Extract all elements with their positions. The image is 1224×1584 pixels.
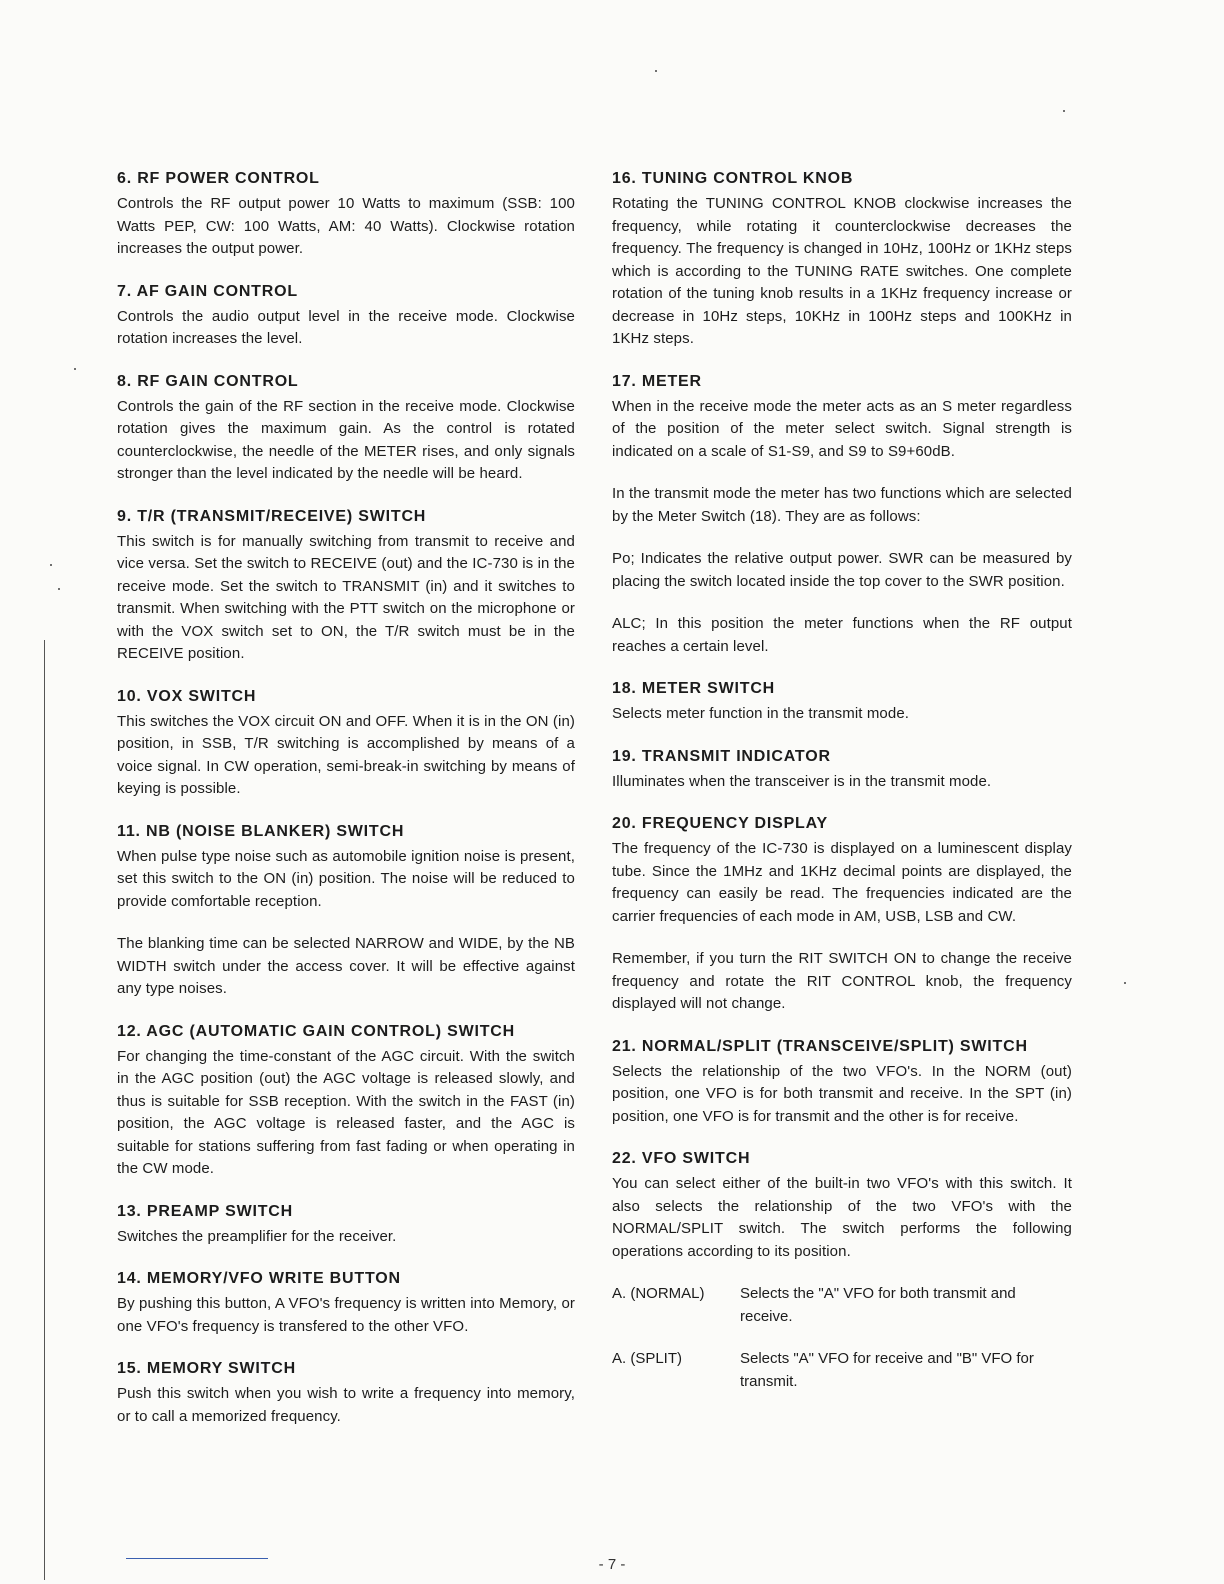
scan-speck [655, 70, 657, 72]
section-heading: 16. TUNING CONTROL KNOB [612, 170, 854, 187]
section-heading: 7. AF GAIN CONTROL [117, 282, 298, 300]
body-paragraph: This switch is for manually switching from transmit to receive and vice versa. Set the switch to RECEIVE (out) and the IC-730 is in the receive mode. Set the switch to TRANSMIT (in) and it switches to transmit. When switching with the PTT switch on the microphone or with the VOX switch set to ON, the T/R switch must be in the RECEIVE position. [117, 532, 575, 662]
body-paragraph: Illuminates when the transceiver is in the transmit mode. [612, 772, 992, 790]
body-paragraph: In the transmit mode the meter has two functions which are selected by the Meter Switch (18). They are as follows: [612, 485, 1072, 525]
vfo-item [612, 1283, 1072, 1328]
section-heading: 17. METER [612, 372, 702, 390]
body-paragraph: The frequency of the IC-730 is displayed on a luminescent display tube. Since the 1MHz and 1KHz decimal points are displayed, the frequency can easily be read. The frequencies indicated are the carrier frequencies of each mode in AM, USB, LSB and CW. [612, 840, 1072, 925]
body-paragraph: By pushing this button, A VFO's frequency is written into Memory, or one VFO's frequency is transfered to the other VFO. [117, 1295, 575, 1335]
body-paragraph: Push this switch when you wish to write a frequency into memory, or to call a memorized frequency. [117, 1385, 575, 1425]
scan-speck [1063, 110, 1065, 112]
vfo-item-description: Selects the "A" VFO for both transmit and receive. [740, 1285, 1016, 1325]
page-number: - 7 - [598, 1556, 626, 1573]
section [117, 1021, 575, 1181]
body-paragraph: For changing the time-constant of the AGC circuit. With the switch in the AGC position (out) the AGC voltage is released slowly, and thus is suitable for SSB reception. With the switch in the FAST (in) position, the AGC voltage is released faster, and the AGC is suitable for stations suffering from fast fading or when operating in the CW mode. [117, 1047, 575, 1177]
vfo-item-key: A. (SPLIT) [612, 1350, 683, 1367]
section-heading: 14. MEMORY/VFO WRITE BUTTON [117, 1270, 401, 1287]
binding-edge-line [44, 640, 45, 1580]
vfo-item [612, 1348, 1072, 1393]
body-paragraph: The blanking time can be selected NARROW and WIDE, by the NB WIDTH switch under the access cover. It will be effective against any type noises. [117, 935, 575, 997]
section [612, 1036, 1072, 1129]
body-paragraph: You can select either of the built-in two VFO's with this switch. It also selects the relationship of the two VFO's with the NORMAL/SPLIT switch. The switch performs the following operations according to its position. [612, 1175, 1072, 1260]
body-paragraph: Controls the audio output level in the receive mode. Clockwise rotation increases the level. [117, 307, 575, 347]
section [612, 1148, 1072, 1263]
body-paragraph: Controls the RF output power 10 Watts to maximum (SSB: 100 Watts PEP, CW: 100 Watts, AM: 40 Watts). Clockwise rotation increases the output power. [117, 195, 575, 257]
section-heading: 11. NB (NOISE BLANKER) SWITCH [117, 822, 405, 840]
section [612, 168, 1072, 351]
section-heading: 15. MEMORY SWITCH [117, 1360, 296, 1377]
body-paragraph: This switches the VOX circuit ON and OFF. When it is in the ON (in) position, in SSB, T/R switching is accomplished by means of a voice signal. In CW operation, semi-break-in switching by means of keying is possible. [117, 712, 575, 797]
body-paragraph: Selects meter function in the transmit mode. [612, 705, 910, 722]
section [612, 678, 1072, 726]
body-paragraph: Selects the relationship of the two VFO's. In the NORM (out) position, one VFO is for both transmit and receive. In the SPT (in) position, one VFO is for transmit and the other is for receive. [612, 1062, 1072, 1125]
body-paragraph: Po; Indicates the relative output power. SWR can be measured by placing the switch located inside the top cover to the SWR position. [612, 550, 1072, 590]
vfo-item-description: Selects "A" VFO for receive and "B" VFO for transmit. [740, 1350, 1034, 1390]
scan-speck [50, 564, 52, 566]
section-heading: 21. NORMAL/SPLIT (TRANSCEIVE/SPLIT) SWITCH [612, 1037, 1028, 1055]
section-heading: 12. AGC (AUTOMATIC GAIN CONTROL) SWITCH [117, 1022, 515, 1040]
right-column [612, 168, 1072, 1393]
section-heading: 22. VFO SWITCH [612, 1150, 751, 1167]
body-paragraph: ALC; In this position the meter functions when the RF output reaches a certain level. [612, 615, 1072, 655]
body-paragraph: Controls the gain of the RF section in the receive mode. Clockwise rotation gives the maximum gain. As the control is rotated counterclockwise, the needle of the METER rises, and only signals stronger than the level indicated by the needle will be heard. [117, 397, 575, 482]
body-paragraph: Remember, if you turn the RIT SWITCH ON to change the receive frequency and rotate the RIT CONTROL knob, the frequency displayed will not change. [612, 950, 1072, 1012]
scan-speck [74, 368, 76, 370]
section [612, 813, 1072, 1016]
section [117, 1358, 575, 1428]
section-heading: 10. VOX SWITCH [117, 687, 257, 705]
scan-speck [1124, 982, 1126, 984]
section [117, 821, 575, 1001]
section [612, 371, 1072, 659]
body-paragraph: When in the receive mode the meter acts as an S meter regardless of the position of the meter select switch. Signal strength is indicated on a scale of S1-S9, and S9 to S9+60dB. [612, 397, 1072, 460]
section-heading: 6. RF POWER CONTROL [117, 170, 320, 187]
section-heading: 19. TRANSMIT INDICATOR [612, 747, 831, 765]
section-heading: 18. METER SWITCH [612, 680, 776, 697]
section-heading: 8. RF GAIN CONTROL [117, 372, 299, 390]
body-paragraph: Rotating the TUNING CONTROL KNOB clockwise increases the frequency, while rotating it counterclockwise decreases the frequency. The frequency is changed in 10Hz, 100Hz or 1KHz steps which is according to the TUNING RATE switches. One complete rotation of the tuning knob results in a 1KHz frequency increase or decrease in 10Hz steps, 10KHz in 100Hz steps and 100KHz in 1KHz steps. [612, 195, 1072, 347]
section [117, 506, 575, 666]
section [117, 1268, 575, 1338]
body-paragraph: When pulse type noise such as automobile ignition noise is present, set this switch to the ON (in) position. The noise will be reduced to provide comfortable reception. [117, 847, 575, 910]
vfo-item-key: A. (NORMAL) [612, 1285, 705, 1302]
section [117, 1201, 575, 1249]
section [117, 371, 575, 486]
section [612, 746, 1072, 794]
section-heading: 9. T/R (TRANSMIT/RECEIVE) SWITCH [117, 507, 427, 525]
section [117, 281, 575, 351]
left-column [117, 168, 575, 1448]
section [117, 168, 575, 261]
body-paragraph: Switches the preamplifier for the receiver. [117, 1227, 397, 1245]
scan-speck [58, 588, 60, 590]
section-heading: 13. PREAMP SWITCH [117, 1202, 293, 1220]
section [117, 686, 575, 801]
section-heading: 20. FREQUENCY DISPLAY [612, 815, 828, 832]
